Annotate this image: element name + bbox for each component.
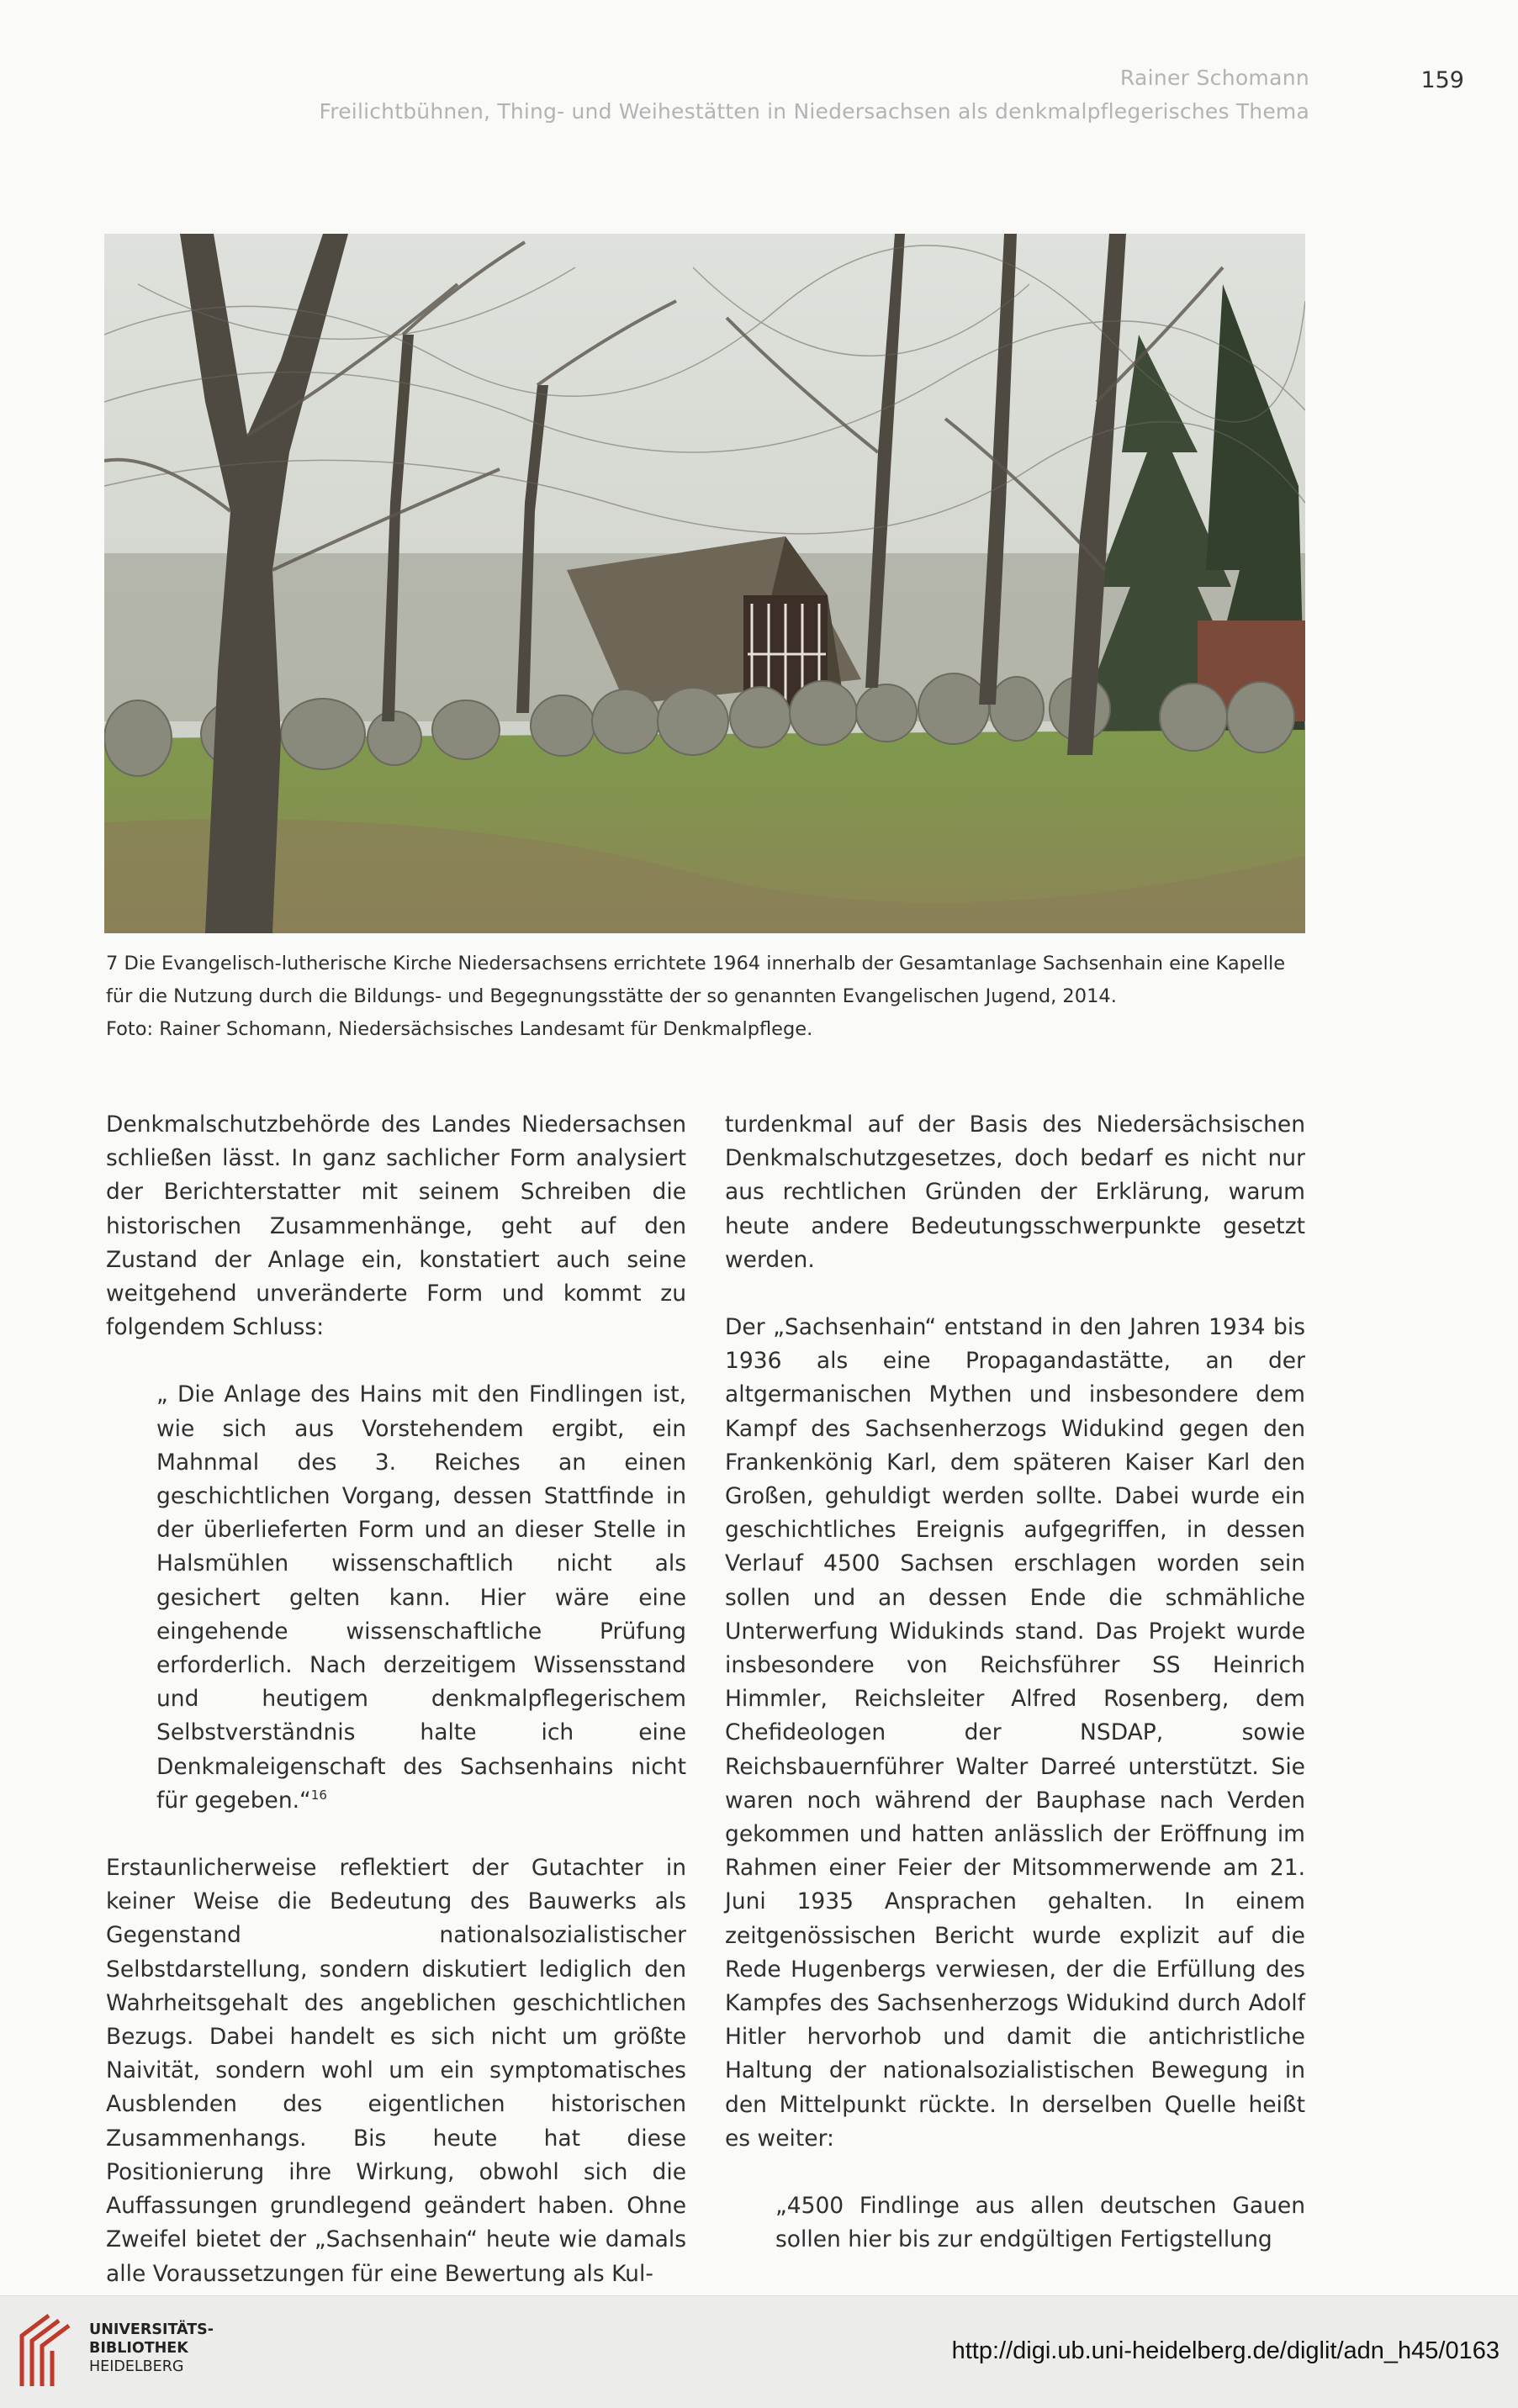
running-head-title: Freilichtbühnen, Thing- und Weihestätten in Niedersachsen als denkmalpflegerisches Thema bbox=[319, 99, 1309, 124]
logo-line: BIBLIOTHEK bbox=[89, 2340, 188, 2357]
paragraph: Erstaunlicherweise reflektiert der Gutachter in keiner Weise die Bedeutung des Bauwerks als Gegenstand nationalsozialistischer Selbstdarstellung, sondern diskutiert lediglich den Wahrheitsgehalt des angeblichen geschichtlichen Bezugs. Dabei handelt es sich nicht um größte Naivität, sondern wohl um ein symptomatisches Ausblenden des eigentlichen historischen Zusammenhangs. Bis heute hat diese Positionierung ihre Wirkung, obwohl sich die Auffassungen grundlegend geändert haben. Ohne Zweifel bietet der „Sachsenhain“ heute wie damals alle Voraussetzungen für eine Bewertung als Kul- bbox=[106, 1855, 686, 2287]
block-quote: „4500 Findlinge aus allen deutschen Gauen sollen hier bis zur endgültigen Fertigstellung bbox=[775, 2193, 1305, 2253]
figure-caption bbox=[106, 948, 1317, 1046]
caption-line: für die Nutzung durch die Bildungs- und Begegnungsstätte der so genannten Evangelischen Jugend, 2014. bbox=[106, 985, 1117, 1007]
paragraph: Der „Sachsenhain“ entstand in den Jahren 1934 bis 1936 als eine Propagandastätte, an der altgermanischen Mythen und insbesondere dem Kampf des Sachsenherzogs Widukind gegen den Frankenkönig Karl, dem späteren Kaiser Karl den Großen, gehuldigt werden sollte. Dabei wurde ein geschichtliches Ereignis aufgegriffen, in dessen Verlauf 4500 Sachsen erschlagen worden sein sollen und an dessen Ende die schmähliche Unterwerfung Widukinds stand. Das Projekt wurde insbesondere von Reichsführer SS Heinrich Himmler, Reichsleiter Alfred Rosenberg, dem Chefideologen der NSDAP, sowie Reichsbauernführer Walter Darreé unterstützt. Sie waren noch während der Bauphase nach Verden gekommen und hatten anlässlich der Eröffnung im Rahmen einer Feier der Mitsommerwende am 21. Juni 1935 Ansprachen gehalten. In einem zeitgenössischen Bericht wurde explizit auf die Rede Hugenbergs verwiesen, der die Erfüllung des Kampfes des Sachsenherzogs Widukind durch Adolf Hitler hervorhob und damit die antichristliche Haltung der nationalsozialistischen Bewegung in den Mittelpunkt rückte. In derselben Quelle heißt es weiter: bbox=[725, 1314, 1305, 2152]
permalink-url[interactable]: http://digi.ub.uni-heidelberg.de/diglit/adn_h45/0163 bbox=[951, 2337, 1499, 2364]
page-number: 159 bbox=[1420, 67, 1464, 93]
paragraph: turdenkmal auf der Basis des Niedersächsischen Denkmalschutzgesetzes, doch bedarf es nicht nur aus rechtlichen Gründen der Erklärung, warum heute andere Bedeutungsschwerpunkte gesetzt werden. bbox=[725, 1112, 1305, 1273]
block-quote bbox=[106, 1378, 686, 1818]
footnote-marker: 16 bbox=[310, 1788, 327, 1803]
figure-photo-sachsenhain-chapel bbox=[104, 234, 1305, 933]
text-column-left bbox=[106, 1108, 686, 2291]
paragraph: Denkmalschutzbehörde des Landes Niedersachsen schließen lässt. In ganz sachlicher Form analysiert der Berichterstatter mit seinem Schreiben die historischen Zusammenhänge, geht auf den Zustand der Anlage ein, konstatiert auch seine weitgehend unveränderte Form und kommt zu folgendem Schluss: bbox=[106, 1112, 686, 1341]
running-head-author: Rainer Schomann bbox=[1119, 66, 1309, 90]
logo-line: UNIVERSITÄTS- bbox=[89, 2321, 214, 2338]
text-column-right bbox=[725, 1108, 1305, 2258]
logo-line: HEIDELBERG bbox=[89, 2358, 184, 2375]
caption-credit: Foto: Rainer Schomann, Niedersächsisches Landesamt für Denkmalpflege. bbox=[106, 1018, 813, 1040]
caption-line: 7 Die Evangelisch-lutherische Kirche Niedersachsens errichtete 1964 innerhalb der Gesamtanlage Sachsenhain eine Kapelle bbox=[106, 953, 1286, 974]
library-logo-icon bbox=[15, 2310, 76, 2391]
quote-text: „ Die Anlage des Hains mit den Findlingen ist, wie sich aus Vorstehendem ergibt, ein Mahnmal des 3. Reiches an einen geschichtlichen Vorgang, dessen Stattfinde in der überlieferten Form und an dieser Stelle in Halsmühlen wissenschaftlich nicht als gesichert gelten kann. Hier wäre eine eingehende wissenschaftliche Prüfung erforderlich. Nach derzeitigem Wissensstand und heutigem denkmalpflegerischem Selbstverständnis halte ich eine Denkmaleigenschaft des Sachsenhains nicht für gegeben.“ bbox=[156, 1381, 686, 1814]
library-logo-text bbox=[89, 2321, 214, 2376]
